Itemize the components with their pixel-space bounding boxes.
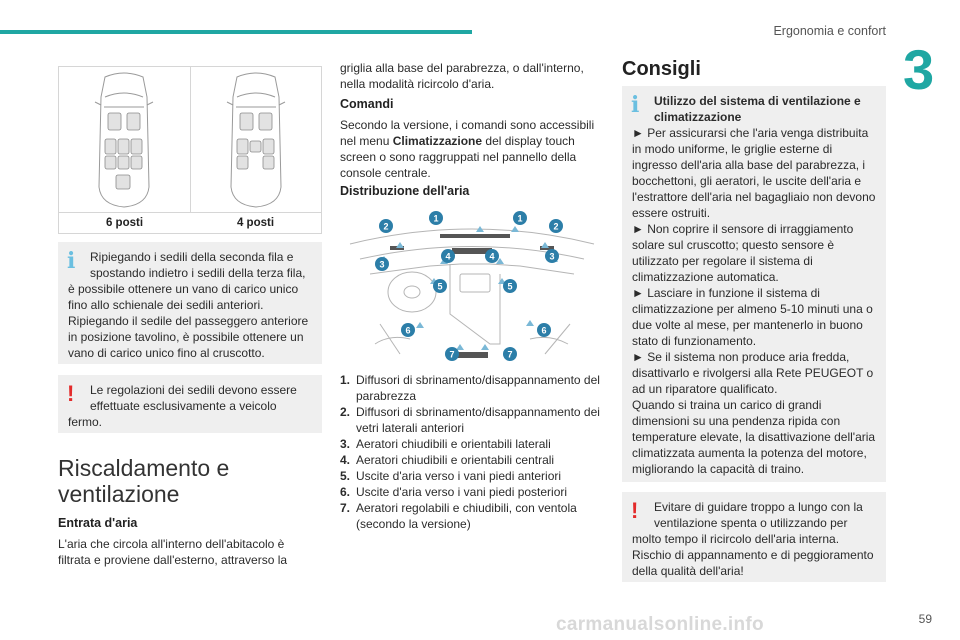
comandi-heading: Comandi <box>340 97 394 111</box>
info-icon: i <box>631 92 640 118</box>
section-title-line-2: ventilazione <box>58 481 180 507</box>
seat-label-row <box>59 212 321 234</box>
dashboard-illustration <box>340 204 604 364</box>
comandi-text-a: Secondo la versione, i comandi sono accessibili nel menu <box>340 118 595 148</box>
diagram-marker-5 <box>503 279 517 293</box>
warn-box-2-text: molto tempo il ricircolo dell'aria interna. Rischio di appannamento e di peggioramento della qualità dell'aria! <box>632 532 874 578</box>
svg-text:7: 7 <box>449 349 455 360</box>
warn-box-2-line-1: Evitare di guidare troppo a lungo con la <box>654 500 863 514</box>
comandi-text <box>340 117 604 181</box>
diagram-marker-2 <box>549 219 563 233</box>
seat-diagram-4 <box>191 67 323 212</box>
seat-label-6: 6 posti <box>105 217 144 229</box>
consigli-line: ► Se il sistema non produce aria fredda, disattivarlo e rivolgersi alla Rete PEUGEOT o ad un riparatore qualificato. <box>632 350 874 396</box>
consigli-line: ► Per assicurarsi che l'aria venga distribuita in modo uniforme, le griglie esterne di ingresso dell'aria alla base del parabrezza, i bocchettoni, gli aeratori, le uscite dell'aria e l'estrattore dell'aria nel bagagliaio non devono essere ostruiti. <box>632 126 876 220</box>
car-top-view-6-seats-icon <box>59 67 190 212</box>
svg-text:3: 3 <box>379 259 385 270</box>
legend-item <box>340 484 606 500</box>
seat-config-table <box>58 66 322 234</box>
section-title <box>58 455 229 507</box>
diagram-marker-6 <box>401 323 415 337</box>
svg-text:4: 4 <box>445 251 451 262</box>
warn-box-line-2: effettuate esclusivamente a veicolo <box>90 399 277 413</box>
warn-box-line-1: Le regolazioni dei sedili devono essere <box>90 383 297 397</box>
comandi-menu-name: Climatizzazione <box>392 134 483 148</box>
warn-box-2-line-2: ventilazione spenta o utilizzando per <box>654 516 848 530</box>
seat-label-4: 4 posti <box>236 217 275 229</box>
diagram-marker-1 <box>513 211 527 225</box>
entrata-text-continued: griglia alla base del parabrezza, o dall'interno, nella modalità ricircolo d'aria. <box>340 61 584 91</box>
diagram-marker-6 <box>537 323 551 337</box>
info-box-seats <box>58 242 322 364</box>
seat-diagram-6 <box>59 67 191 212</box>
diagram-marker-7 <box>503 347 517 361</box>
svg-text:1: 1 <box>433 213 439 224</box>
distribuzione-heading: Distribuzione dell'aria <box>340 184 470 198</box>
legend-text: Diffusori di sbrinamento/disappannamento dei vetri laterali anteriori <box>356 405 600 435</box>
diagram-marker-2 <box>379 219 393 233</box>
legend-number: 1. <box>340 373 351 387</box>
svg-text:6: 6 <box>405 325 411 336</box>
legend-item <box>340 404 606 436</box>
consigli-box-heading-1: Utilizzo del sistema di ventilazione e <box>654 94 861 108</box>
entrata-heading: Entrata d'aria <box>58 516 138 530</box>
header-title: Ergonomia e confort <box>773 24 886 38</box>
legend-item <box>340 452 606 468</box>
legend-item <box>340 500 606 532</box>
info-icon: i <box>67 248 76 274</box>
svg-text:6: 6 <box>541 325 547 336</box>
svg-text:5: 5 <box>437 281 443 292</box>
legend-number: 3. <box>340 437 351 451</box>
warning-box-ventilation <box>622 492 886 582</box>
section-title-line-1: Riscaldamento e <box>58 455 230 481</box>
svg-text:2: 2 <box>383 221 389 232</box>
legend-number: 2. <box>340 405 351 419</box>
legend-text: Uscite d'aria verso i vani piedi anteriori <box>356 469 562 483</box>
info-box-line-2: spostando indietro i sedili della terza fila, <box>90 266 306 280</box>
consigli-lines <box>632 125 876 477</box>
legend-text: Diffusori di sbrinamento/disappannamento del parabrezza <box>356 373 600 403</box>
diagram-marker-4 <box>485 249 499 263</box>
legend-item <box>340 436 606 452</box>
watermark: carmanualsonline.info <box>556 614 764 635</box>
page-number: 59 <box>918 612 932 626</box>
diagram-marker-7 <box>445 347 459 361</box>
svg-text:3: 3 <box>549 251 555 262</box>
diagram-marker-3 <box>375 257 389 271</box>
diagram-marker-4 <box>441 249 455 263</box>
svg-text:7: 7 <box>507 349 513 360</box>
legend-number: 4. <box>340 453 351 467</box>
legend-number: 6. <box>340 485 351 499</box>
info-box-line-1: Ripiegando i sedili della seconda fila e <box>90 250 294 264</box>
legend-number: 5. <box>340 469 351 483</box>
entrata-text: L'aria che circola all'interno dell'abitacolo è filtrata e proviene dall'esterno, attraverso la <box>58 537 288 567</box>
consigli-title: Consigli <box>622 58 701 80</box>
diagram-marker-1 <box>429 211 443 225</box>
legend-item <box>340 468 606 484</box>
info-box-consigli <box>622 86 886 482</box>
chapter-number: 3 <box>903 38 935 101</box>
air-distribution-diagram <box>340 204 604 364</box>
warn-box-text: fermo. <box>68 415 103 429</box>
consigli-line: Quando si traina un carico di grandi dimensioni su una pendenza ripida con temperature elevate, la disattivazione dell'aria climatizzata aumenta la potenza del motore, migliorando la capacità di traino. <box>632 398 876 476</box>
consigli-line: ► Non coprire il sensore di irraggiamento solare sul cruscotto; questo sensore è utilizzato per regolare il sistema di climatizzazione automatica. <box>632 222 854 284</box>
info-box-text: è possibile ottenere un vano di carico unico fino allo schienale dei sedili anteriori. Ripiegando il sedile del passeggero anteriore in posizione tavolino, è possibile ottenere un vano di carico unico fino al cruscotto. <box>68 282 309 360</box>
warning-icon: ! <box>67 381 75 406</box>
legend-item <box>340 372 606 404</box>
legend-text: Aeratori chiudibili e orientabili laterali <box>356 437 551 451</box>
warning-icon: ! <box>631 498 639 523</box>
air-distribution-legend <box>340 372 606 532</box>
warning-box-seats <box>58 375 322 433</box>
legend-number: 7. <box>340 501 351 515</box>
legend-text: Aeratori chiudibili e orientabili centrali <box>356 453 555 467</box>
comandi-text-b: del display touch screen o sono raggruppati nel pannello della console centrale. <box>340 134 577 180</box>
diagram-marker-5 <box>433 279 447 293</box>
legend-text: Uscite d'aria verso i vani piedi posteriori <box>356 485 568 499</box>
consigli-box-heading-2: climatizzazione <box>654 110 742 124</box>
svg-text:4: 4 <box>489 251 495 262</box>
consigli-line: ► Lasciare in funzione il sistema di climatizzazione per almeno 5-10 minuti una o due volte al mese, per mantenerlo in buono stato di funzionamento. <box>632 286 873 348</box>
diagram-marker-3 <box>545 249 559 263</box>
car-top-view-4-seats-icon <box>191 67 322 212</box>
svg-text:2: 2 <box>553 221 559 232</box>
svg-text:5: 5 <box>507 281 513 292</box>
svg-text:1: 1 <box>517 213 523 224</box>
legend-text: Aeratori regolabili e chiudibili, con ventola (secondo la versione) <box>356 501 577 531</box>
header-accent-bar <box>0 30 472 34</box>
